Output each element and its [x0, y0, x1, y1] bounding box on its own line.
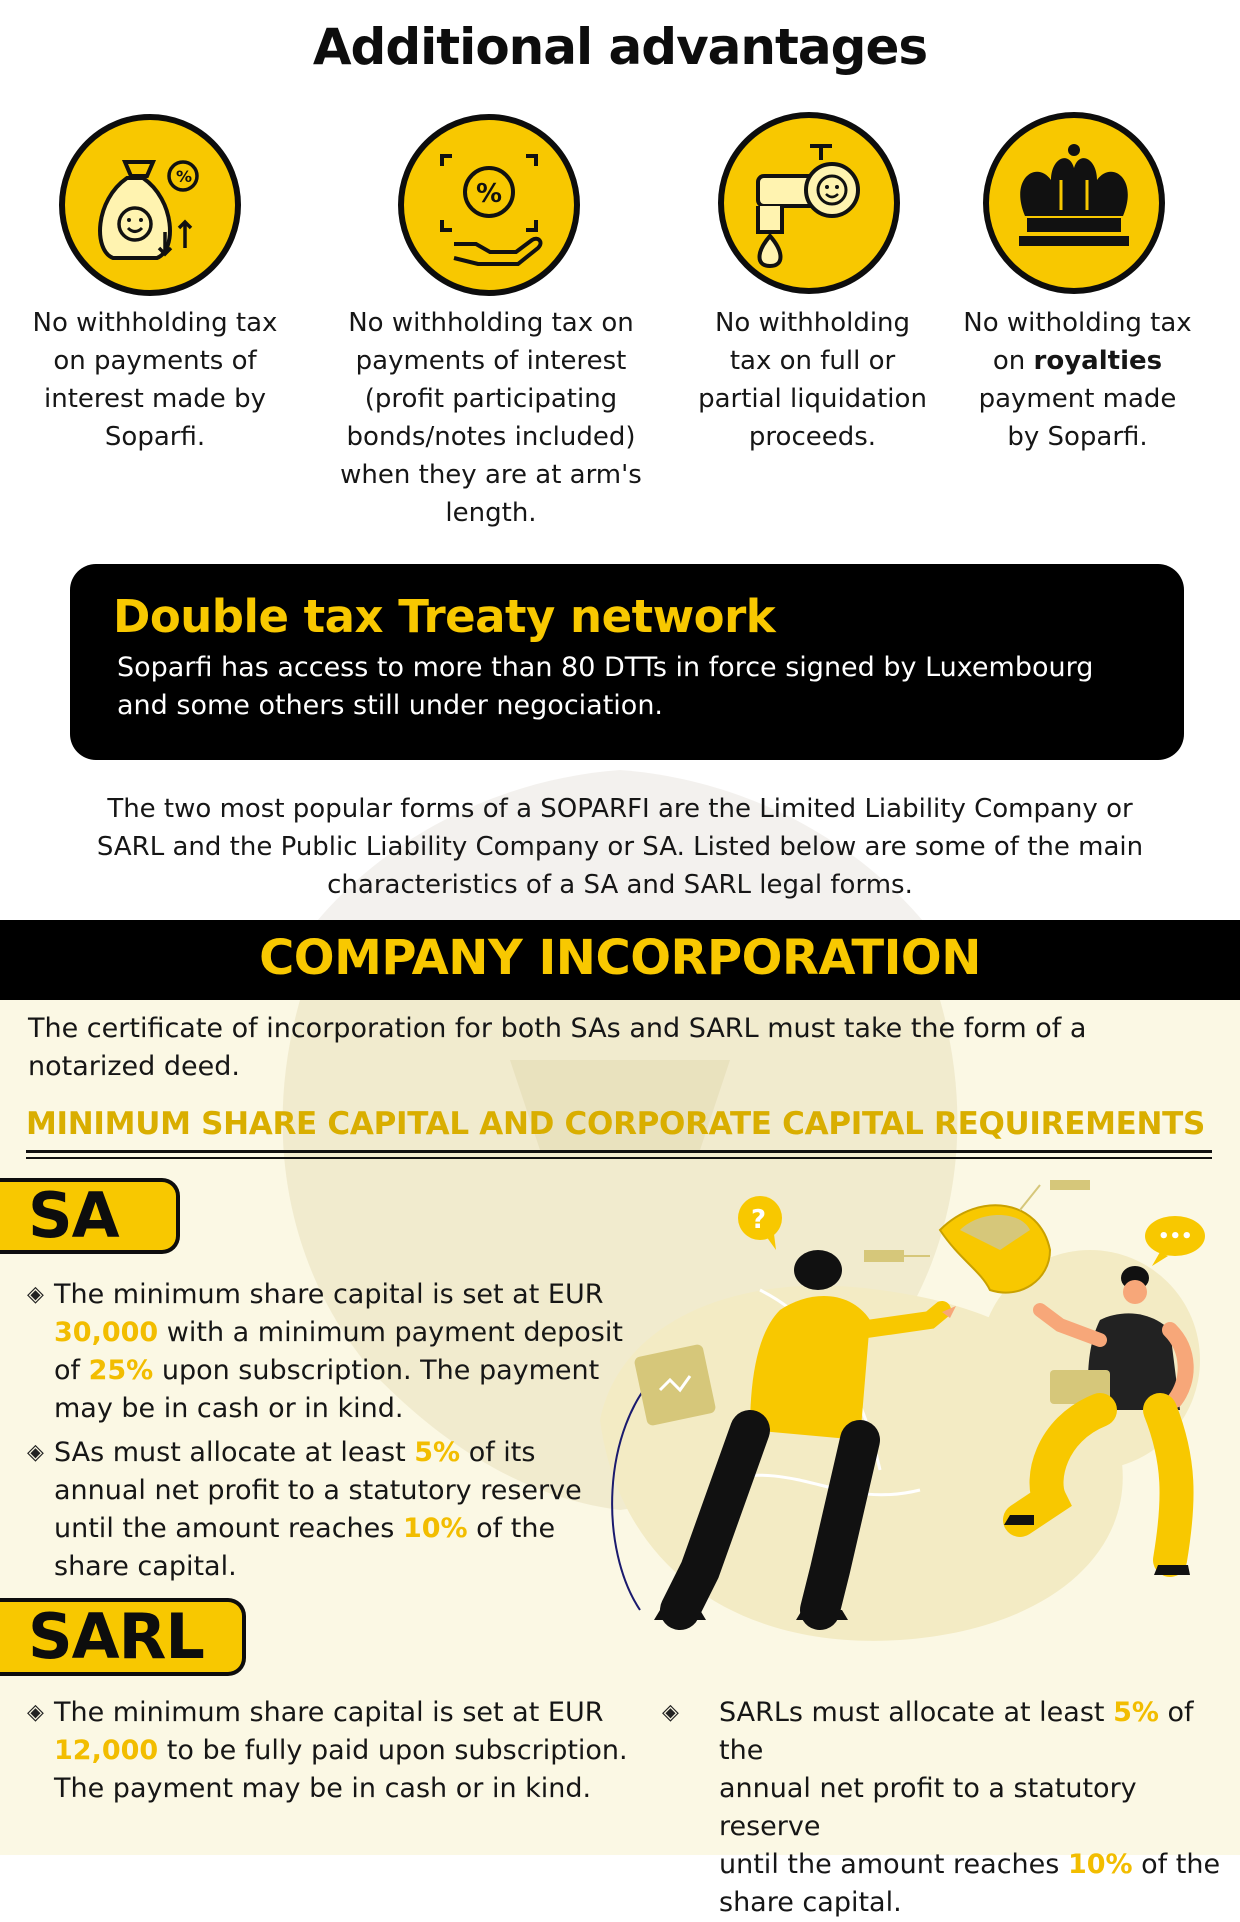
bullet-text: of the — [1132, 1849, 1221, 1880]
intro-line: SARL and the Public Liability Company or SA. Listed below are some of the main — [96, 832, 1144, 862]
advantage-4-line — [945, 342, 1210, 380]
bullet-line — [54, 1510, 624, 1548]
sarl-bullet-2 — [719, 1694, 1234, 1922]
bullet-line — [54, 1314, 624, 1352]
advantage-4-line: by Soparfi. — [1007, 422, 1148, 452]
svg-text:%: % — [476, 179, 503, 209]
advantage-1-line: No withholding tax — [32, 308, 278, 338]
advantage-2-line: length. — [445, 498, 537, 528]
cert-line: The certificate of incorporation for both SAs and SARL must take the form of a — [28, 1013, 1087, 1044]
bullet-icon: ◈ — [27, 1282, 44, 1307]
advantage-1-text — [10, 304, 300, 456]
bullet-text: with a minimum payment deposit — [158, 1317, 623, 1348]
intro-line: The two most popular forms of a SOPARFI are the Limited Liability Company or — [107, 794, 1133, 824]
bullet-line: may be in cash or in kind. — [54, 1393, 404, 1424]
bullet-text: until the amount reaches — [54, 1513, 403, 1544]
sa-label: SA — [28, 1179, 119, 1252]
advantage-3-line: partial liquidation — [698, 384, 927, 414]
advantage-3-line: proceeds. — [748, 422, 877, 452]
page-title: Additional advantages — [312, 18, 928, 76]
bullet-line — [719, 1846, 1234, 1884]
advantage-3-line: No withholding — [714, 308, 911, 338]
highlight-value: 5% — [414, 1437, 461, 1468]
bullet-text: of the — [467, 1513, 556, 1544]
bullet-text: of the — [719, 1697, 1194, 1766]
highlight-value: 5% — [1113, 1697, 1159, 1728]
advantage-2-line: when they are at arm's — [340, 460, 642, 490]
highlight-value: 10% — [1067, 1849, 1133, 1880]
highlight-value: 10% — [402, 1513, 468, 1544]
bullet-line: share capital. — [719, 1887, 902, 1918]
advantage-2-line: (profit participating — [364, 384, 618, 414]
bullet-line — [54, 1434, 624, 1472]
bullet-line: annual net profit to a statutory reserve — [54, 1475, 582, 1506]
intro-paragraph — [60, 790, 1180, 904]
advantage-1-line: interest made by — [44, 384, 266, 414]
bullet-icon: ◈ — [27, 1440, 44, 1465]
section-title: COMPANY INCORPORATION — [259, 930, 981, 986]
advantage-2-line: payments of interest — [355, 346, 627, 376]
bullet-text: SARLs must allocate at least — [719, 1697, 1114, 1728]
advantage-2-text — [330, 304, 652, 532]
bullet-line — [54, 1732, 634, 1770]
bullet-line: The minimum share capital is set at EUR — [54, 1697, 604, 1728]
bullet-line: The payment may be in cash or in kind. — [54, 1773, 592, 1804]
advantage-2-line: No withholding tax on — [348, 308, 634, 338]
advantage-4-line: No witholding tax — [963, 308, 1192, 338]
highlight-value: 30,000 — [54, 1317, 159, 1348]
tap-icon — [718, 112, 900, 294]
dtt-title: Double tax Treaty network — [113, 590, 776, 643]
cert-line: notarized deed. — [28, 1051, 240, 1082]
bullet-line: annual net profit to a statutory reserve — [719, 1773, 1137, 1842]
bullet-text: of its — [460, 1437, 536, 1468]
advantage-2-line: bonds/notes included) — [346, 422, 636, 452]
sa-bullet-1 — [54, 1276, 624, 1428]
advantage-3-line: tax on full or — [729, 346, 896, 376]
business-discussion-illustration — [580, 1170, 1240, 1670]
advantage-4-text — [945, 304, 1210, 456]
bullet-icon: ◈ — [27, 1700, 44, 1725]
sarl-bullet-1 — [54, 1694, 634, 1808]
bullet-icon: ◈ — [662, 1700, 679, 1725]
percent-hand-icon — [398, 114, 580, 296]
bullet-text: until the amount reaches — [719, 1849, 1068, 1880]
royalties-bold: royalties — [1033, 346, 1163, 376]
sarl-label: SARL — [28, 1600, 204, 1673]
advantage-1-line: Soparfi. — [104, 422, 206, 452]
heading-rule — [26, 1157, 1212, 1159]
heading-rule — [26, 1150, 1212, 1153]
advantage-1-line: on payments of — [53, 346, 257, 376]
dots-text: ••• — [1158, 1226, 1193, 1247]
certificate-paragraph — [28, 1010, 1168, 1086]
advantage-4-line: payment made — [978, 384, 1177, 414]
bullet-line: The minimum share capital is set at EUR — [54, 1279, 604, 1310]
bullet-line: share capital. — [54, 1551, 237, 1582]
bullet-text: of — [54, 1355, 89, 1386]
bullet-line — [719, 1694, 1234, 1770]
bullet-text: upon subscription. The payment — [153, 1355, 600, 1386]
highlight-value: 12,000 — [54, 1735, 159, 1766]
advantage-4-text-part: on — [992, 346, 1034, 376]
question-text: ? — [751, 1205, 767, 1235]
highlight-value: 25% — [88, 1355, 154, 1386]
crown-icon — [983, 112, 1165, 294]
sa-bullet-2 — [54, 1434, 624, 1586]
bullet-line — [54, 1352, 624, 1390]
dtt-body — [117, 649, 1117, 725]
intro-line: characteristics of a SA and SARL legal forms. — [327, 870, 913, 900]
dtt-line: and some others still under negociation. — [117, 690, 664, 721]
bullet-text: SAs must allocate at least — [54, 1437, 415, 1468]
svg-text:%: % — [176, 167, 193, 186]
money-bag-icon — [59, 114, 241, 296]
bullet-text: to be fully paid upon subscription. — [158, 1735, 628, 1766]
advantage-3-text — [680, 304, 945, 456]
dtt-line: Soparfi has access to more than 80 DTTs in force signed by Luxembourg — [117, 652, 1094, 683]
min-capital-heading: MINIMUM SHARE CAPITAL AND CORPORATE CAPITAL REQUIREMENTS — [26, 1106, 1206, 1142]
